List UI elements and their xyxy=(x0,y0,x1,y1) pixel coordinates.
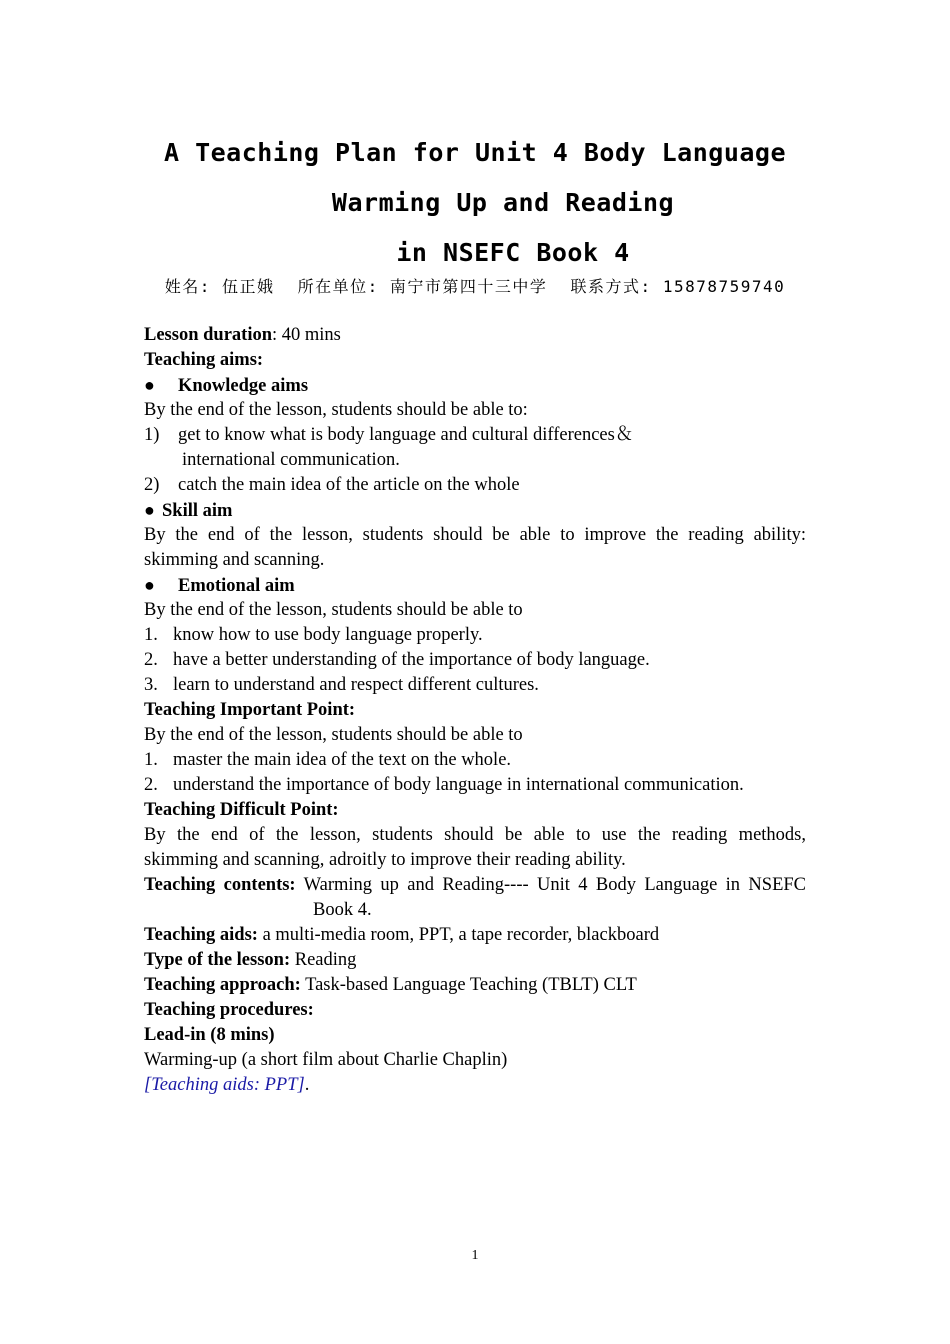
title-line-3: in NSEFC Book 4 xyxy=(396,238,630,267)
list-item: 1) get to know what is body language and cultural differences＆ xyxy=(144,425,634,445)
list-item-continuation: international communication. xyxy=(182,450,400,470)
teaching-approach-value: Task-based Language Teaching (TBLT) CLT xyxy=(300,975,637,995)
author-unit: 所在单位: 南宁市第四十三中学 xyxy=(297,277,548,296)
teaching-contents-label: Teaching contents: xyxy=(144,875,296,895)
list-item: 1. know how to use body language properly. xyxy=(144,625,483,645)
teaching-contents-value: Warming up and Reading---- Unit 4 Body Language in NSEFC xyxy=(295,875,806,895)
bullet-icon: ● xyxy=(144,375,155,395)
lesson-duration-label: Lesson duration xyxy=(144,325,272,345)
important-point-heading: Teaching Important Point: xyxy=(144,700,356,720)
page-number: 1 xyxy=(471,1248,479,1263)
list-item: 2. understand the importance of body language in international communication. xyxy=(144,775,744,795)
document-body xyxy=(144,323,806,1098)
teaching-contents-continuation: Book 4. xyxy=(313,900,372,920)
teaching-approach-label: Teaching approach: xyxy=(144,975,301,995)
lesson-duration xyxy=(144,323,806,348)
lesson-type-value: Reading xyxy=(290,950,357,970)
difficult-point-heading: Teaching Difficult Point: xyxy=(144,800,339,820)
bullet-icon: ● xyxy=(144,500,155,520)
title-block xyxy=(0,128,950,278)
procedures-heading: Teaching procedures: xyxy=(144,1000,314,1020)
teaching-aids xyxy=(144,923,806,948)
knowledge-intro: By the end of the lesson, students should be able to: xyxy=(144,400,528,420)
teaching-approach xyxy=(144,973,806,998)
teaching-aids-note: [Teaching aids: PPT]. xyxy=(144,1075,310,1095)
skill-aim-heading: ● Skill aim xyxy=(144,500,233,521)
author-info xyxy=(0,274,950,297)
author-name: 姓名: 伍正娥 xyxy=(164,277,275,296)
knowledge-aims-heading: ● Knowledge aims xyxy=(144,375,309,396)
list-item: 2) catch the main idea of the article on the whole xyxy=(144,475,520,495)
bullet-icon: ● xyxy=(144,575,155,595)
teaching-contents xyxy=(144,873,806,898)
emotional-aim-heading: ● Emotional aim xyxy=(144,575,295,596)
author-contact: 联系方式: 15878759740 xyxy=(570,277,786,296)
lesson-duration-value: : 40 mins xyxy=(272,325,341,345)
title-line-2: Warming Up and Reading xyxy=(331,188,675,217)
difficult-point-text-1: By the end of the lesson, students should be able to use the reading methods, xyxy=(144,825,806,845)
list-item: 3. learn to understand and respect different cultures. xyxy=(144,675,539,695)
teaching-aims-heading: Teaching aims: xyxy=(144,350,264,370)
lesson-type-label: Type of the lesson: xyxy=(144,950,291,970)
list-item: 2. have a better understanding of the importance of body language. xyxy=(144,650,650,670)
leadin-heading: Lead-in (8 mins) xyxy=(144,1025,275,1045)
important-point-intro: By the end of the lesson, students should be able to xyxy=(144,725,523,745)
lesson-type xyxy=(144,948,806,973)
teaching-aids-label: Teaching aids: xyxy=(144,925,258,945)
teaching-aids-value: a multi-media room, PPT, a tape recorder, blackboard xyxy=(257,925,660,945)
skill-aim-text-1: By the end of the lesson, students should be able to improve the reading ability: xyxy=(144,525,806,545)
warming-up-text: Warming-up (a short film about Charlie Chaplin) xyxy=(144,1050,508,1070)
emotional-intro: By the end of the lesson, students should be able to xyxy=(144,600,523,620)
difficult-point-text-2: skimming and scanning, adroitly to improve their reading ability. xyxy=(144,850,626,870)
title-line-1: A Teaching Plan for Unit 4 Body Language xyxy=(163,138,787,167)
skill-aim-text-2: skimming and scanning. xyxy=(144,550,325,570)
list-item: 1. master the main idea of the text on the whole. xyxy=(144,750,512,770)
